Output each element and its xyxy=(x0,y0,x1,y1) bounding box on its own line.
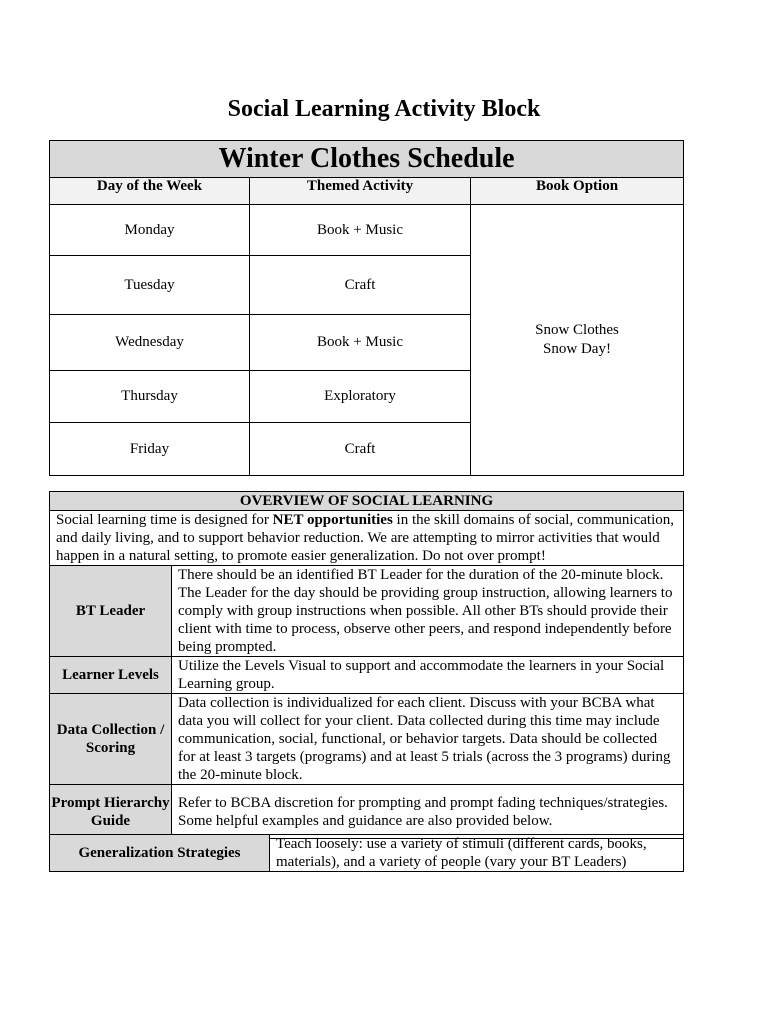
activity-cell: Book + Music xyxy=(250,315,471,371)
column-header-day: Day of the Week xyxy=(50,178,250,205)
section-label-data-collection: Data Collection / Scoring xyxy=(50,694,172,785)
schedule-table xyxy=(49,140,684,476)
table-row xyxy=(50,785,684,839)
day-cell: Thursday xyxy=(50,371,250,423)
overview-heading: OVERVIEW OF SOCIAL LEARNING xyxy=(50,492,684,511)
intro-text: in the skill domains of social, communication, and daily living, and to support behavior reduction. We are attempting to mirror activities that would happen in a natural setting, to promote easier generalization. Do not over prompt! xyxy=(56,512,675,564)
schedule-title: Winter Clothes Schedule xyxy=(50,141,684,178)
book-option-line: Snow Clothes xyxy=(535,322,619,338)
column-header-book: Book Option xyxy=(471,178,684,205)
activity-cell: Exploratory xyxy=(250,371,471,423)
generalization-label: Generalization Strategies xyxy=(50,835,270,872)
section-text-learner-levels: Utilize the Levels Visual to support and accommodate the learners in your Social Learning group. xyxy=(172,657,684,694)
column-header-activity: Themed Activity xyxy=(250,178,471,205)
table-row xyxy=(50,205,684,256)
activity-cell: Craft xyxy=(250,423,471,476)
section-label-prompt-hierarchy: Prompt Hierarchy Guide xyxy=(50,785,172,839)
day-cell: Friday xyxy=(50,423,250,476)
intro-text: Social learning time is designed for xyxy=(56,512,273,528)
section-text-prompt-hierarchy: Refer to BCBA discretion for prompting and prompt fading techniques/strategies. Some helpful examples and guidance are also provided below. xyxy=(172,785,684,839)
table-row xyxy=(50,694,684,785)
day-cell: Wednesday xyxy=(50,315,250,371)
generalization-text: Teach loosely: use a variety of stimuli (different cards, books, materials), and a variety of people (vary your BT Leaders) xyxy=(270,835,684,872)
generalization-table xyxy=(49,834,684,872)
table-row xyxy=(50,657,684,694)
day-cell: Tuesday xyxy=(50,256,250,315)
table-row xyxy=(50,566,684,657)
section-text-bt-leader: There should be an identified BT Leader for the duration of the 20-minute block. The Leader for the day should be providing group instruction, allowing learners to comply with group instructions when possible. All other BTs should provide their client with time to process, observe other peers, and respond independently before being prompted. xyxy=(172,566,684,657)
overview-table xyxy=(49,491,684,839)
book-option-cell xyxy=(471,205,684,476)
table-row xyxy=(50,835,684,872)
activity-cell: Craft xyxy=(250,256,471,315)
activity-cell: Book + Music xyxy=(250,205,471,256)
day-cell: Monday xyxy=(50,205,250,256)
section-label-bt-leader: BT Leader xyxy=(50,566,172,657)
section-text-data-collection: Data collection is individualized for each client. Discuss with your BCBA what data you will collect for your client. Data collected during this time may include communication, social, functional, or behavior targets. Data should be collected for at least 3 targets (programs) and at least 5 trials (across the 3 programs) during the 20-minute block. xyxy=(172,694,684,785)
book-option-line: Snow Day! xyxy=(543,341,611,357)
overview-intro xyxy=(50,511,684,566)
intro-emphasis: NET opportunities xyxy=(272,512,393,528)
page-title: Social Learning Activity Block xyxy=(227,96,541,122)
section-label-learner-levels: Learner Levels xyxy=(50,657,172,694)
